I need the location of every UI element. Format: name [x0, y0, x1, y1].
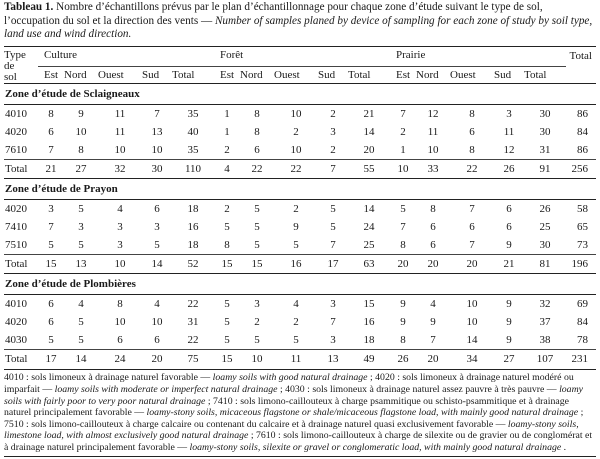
prairie-cell: 25	[539, 220, 551, 233]
table-row	[4, 331, 596, 350]
table-row	[4, 105, 596, 124]
header-ouest: Ouest	[274, 68, 300, 81]
caption-french: Nombre d’échantillons prévus par le plan d’échantillonnage pour chaque zone d’étude suivant le type de sol, l’occupation du sol et la direction des vents —	[4, 1, 543, 27]
foret-cell: 15	[214, 255, 240, 274]
foret-cell: 5	[224, 220, 230, 233]
prairie-cell: 7	[469, 238, 475, 251]
prairie-cell: 21	[494, 255, 524, 274]
header-row-directions	[4, 67, 596, 84]
culture-cell: 22	[187, 297, 199, 310]
note-french: .	[563, 441, 567, 453]
culture-cell: 7	[48, 220, 54, 233]
grand-total-cell: 69	[577, 297, 588, 310]
prairie-cell: 6	[430, 220, 436, 233]
culture-cell: 35	[187, 143, 199, 156]
prairie-cell: 107	[524, 350, 566, 369]
foret-cell: 1	[224, 107, 230, 120]
foret-cell: 5	[330, 202, 336, 215]
grand-total-cell: 196	[566, 255, 596, 274]
prairie-cell: 6	[506, 202, 512, 215]
zone-header-row	[4, 179, 596, 200]
culture-cell: 5	[78, 333, 84, 346]
culture-cell: 8	[48, 107, 54, 120]
prairie-cell: 7	[430, 333, 436, 346]
table-row	[4, 313, 596, 331]
culture-cell: 24	[98, 350, 142, 369]
prairie-cell: 20	[450, 255, 494, 274]
note-english: loamy soils with good natural drainage	[212, 372, 368, 384]
foret-cell: 2	[293, 125, 299, 138]
culture-cell: 8	[117, 297, 123, 310]
header-subtotal: Total	[524, 68, 547, 81]
prairie-cell: 5	[400, 202, 406, 215]
culture-cell: 6	[117, 333, 123, 346]
note-english: loamy-stony soils, limestone load, with almost exclusively good natural drainage	[4, 418, 579, 442]
foret-cell: 5	[293, 238, 299, 251]
foret-cell: 2	[224, 143, 230, 156]
culture-cell: 6	[48, 297, 54, 310]
header-est: Est	[220, 68, 235, 81]
culture-cell: 35	[187, 107, 199, 120]
foret-cell: 5	[254, 202, 260, 215]
culture-cell: 14	[142, 255, 172, 274]
prairie-cell: 8	[400, 238, 406, 251]
culture-cell: 5	[78, 315, 84, 328]
header-est: Est	[396, 68, 411, 81]
foret-cell: 2	[330, 143, 336, 156]
foret-cell: 15	[363, 297, 375, 310]
prairie-cell: 6	[506, 220, 512, 233]
prairie-cell: 8	[469, 143, 475, 156]
header-est: Est	[44, 68, 59, 81]
foret-cell: 5	[254, 220, 260, 233]
table-caption	[4, 0, 596, 42]
culture-cell: 32	[98, 160, 142, 179]
header-nord: Nord	[416, 68, 439, 81]
foret-cell: 14	[363, 125, 375, 138]
grand-total-cell: 86	[577, 107, 588, 120]
total-row	[4, 160, 596, 179]
prairie-cell: 6	[469, 220, 475, 233]
note-english: loamy soils with fairly poor to very poor natural drainage	[4, 383, 584, 407]
culture-cell: 3	[48, 202, 54, 215]
culture-cell: 21	[38, 160, 64, 179]
foret-cell: 9	[293, 220, 299, 233]
culture-cell: 20	[142, 350, 172, 369]
prairie-cell: 3	[506, 107, 512, 120]
foret-cell: 14	[363, 202, 375, 215]
note-french: 4010 : sols limoneux à drainage naturel favorable —	[4, 372, 211, 384]
header-sud: Sud	[494, 68, 512, 81]
prairie-cell: 2	[400, 125, 406, 138]
grand-total-cell: 84	[577, 315, 588, 328]
prairie-cell: 10	[466, 315, 478, 328]
grand-total-cell: 231	[566, 350, 596, 369]
header-prairie: Prairie	[390, 46, 566, 66]
culture-cell: 3	[154, 220, 160, 233]
culture-cell: 4	[78, 297, 84, 310]
note-english: loamy-stony soils, silexite or gravel or conglomeratic load, with mainly good natural drainage	[189, 441, 562, 453]
note-french: ; 4020 : sols limoneux à drainage naturel modéré ou imparfait —	[4, 372, 574, 395]
zone-title: Zone d’étude de Prayon	[4, 179, 596, 200]
prairie-cell: 26	[539, 202, 551, 215]
foret-cell: 7	[318, 160, 348, 179]
soil-type-cell: 7410	[5, 220, 27, 233]
foret-cell: 2	[254, 315, 260, 328]
culture-cell: 5	[78, 238, 84, 251]
foret-cell: 1	[224, 125, 230, 138]
prairie-cell: 20	[390, 255, 416, 274]
total-row	[4, 350, 596, 369]
table-row	[4, 295, 596, 314]
foret-cell: 10	[240, 350, 274, 369]
culture-cell: 10	[75, 125, 87, 138]
foret-cell: 63	[348, 255, 390, 274]
culture-cell: 6	[48, 125, 54, 138]
prairie-cell: 7	[400, 220, 406, 233]
foret-cell: 15	[214, 350, 240, 369]
table-notes	[4, 369, 596, 456]
table-row	[4, 236, 596, 255]
culture-cell: 5	[78, 202, 84, 215]
culture-cell: 5	[48, 333, 54, 346]
grand-total-cell: 86	[577, 143, 588, 156]
grand-total-cell: 84	[577, 125, 588, 138]
foret-cell: 22	[274, 160, 318, 179]
soil-type-cell: Total	[4, 350, 38, 369]
culture-cell: 17	[38, 350, 64, 369]
culture-cell: 5	[48, 238, 54, 251]
prairie-cell: 7	[469, 202, 475, 215]
samples-table	[4, 46, 596, 369]
culture-cell: 15	[38, 255, 64, 274]
foret-cell: 3	[330, 125, 336, 138]
foret-cell: 5	[293, 333, 299, 346]
culture-cell: 52	[172, 255, 214, 274]
foret-cell: 5	[254, 333, 260, 346]
culture-cell: 13	[64, 255, 98, 274]
foret-cell: 2	[293, 202, 299, 215]
prairie-cell: 10	[466, 297, 478, 310]
prairie-cell: 11	[503, 125, 515, 138]
prairie-cell: 8	[400, 333, 406, 346]
total-row	[4, 255, 596, 274]
prairie-cell: 9	[430, 315, 436, 328]
soil-type-cell: 7610	[5, 143, 27, 156]
culture-cell: 13	[151, 125, 163, 138]
header-nord: Nord	[64, 68, 87, 81]
prairie-cell: 9	[506, 315, 512, 328]
header-ouest: Ouest	[450, 68, 476, 81]
culture-cell: 3	[117, 238, 123, 251]
culture-cell: 75	[172, 350, 214, 369]
prairie-cell: 27	[494, 350, 524, 369]
prairie-cell: 12	[427, 107, 439, 120]
prairie-cell: 12	[503, 143, 515, 156]
foret-cell: 25	[363, 238, 375, 251]
prairie-cell: 30	[539, 107, 551, 120]
foret-cell: 6	[254, 143, 260, 156]
prairie-cell: 91	[524, 160, 566, 179]
culture-cell: 30	[142, 160, 172, 179]
header-culture: Culture	[38, 46, 214, 66]
zone-title: Zone d’étude de Sclaigneaux	[4, 84, 596, 105]
header-subtotal: Total	[172, 68, 195, 81]
header-nord: Nord	[240, 68, 263, 81]
prairie-cell: 1	[400, 143, 406, 156]
foret-cell: 22	[240, 160, 274, 179]
header-subtotal: Total	[348, 68, 371, 81]
grand-total-cell: 78	[577, 333, 588, 346]
foret-cell: 7	[330, 238, 336, 251]
foret-cell: 3	[330, 333, 336, 346]
culture-cell: 3	[78, 220, 84, 233]
foret-cell: 10	[290, 107, 302, 120]
prairie-cell: 81	[524, 255, 566, 274]
note-french: ; 4030 : sols limoneux à drainage naturel assez pauvre à très pauvre —	[279, 383, 557, 395]
prairie-cell: 34	[450, 350, 494, 369]
foret-cell: 11	[274, 350, 318, 369]
table-row	[4, 200, 596, 219]
foret-cell: 10	[290, 143, 302, 156]
prairie-cell: 31	[539, 143, 551, 156]
prairie-cell: 30	[539, 125, 551, 138]
prairie-cell: 9	[400, 297, 406, 310]
culture-cell: 9	[78, 107, 84, 120]
foret-cell: 15	[240, 255, 274, 274]
foret-cell: 21	[363, 107, 375, 120]
foret-cell: 2	[330, 107, 336, 120]
culture-cell: 11	[114, 107, 126, 120]
soil-type-cell: 4030	[5, 333, 27, 346]
note-english: loamy soils with moderate or imperfect natural drainage	[54, 383, 278, 395]
prairie-cell: 9	[506, 297, 512, 310]
header-type-de-sol: Type de sol	[4, 48, 26, 84]
soil-type-cell: 7510	[5, 238, 27, 251]
soil-type-cell: Total	[4, 160, 38, 179]
prairie-cell: 4	[430, 297, 436, 310]
foret-cell: 13	[318, 350, 348, 369]
culture-cell: 3	[117, 220, 123, 233]
prairie-cell: 33	[416, 160, 450, 179]
soil-type-cell: 4010	[5, 107, 27, 120]
culture-cell: 18	[187, 238, 199, 251]
header-row-groups	[4, 46, 596, 66]
prairie-cell: 6	[430, 238, 436, 251]
foret-cell: 17	[318, 255, 348, 274]
header-foret: Forêt	[214, 46, 390, 66]
culture-cell: 6	[48, 315, 54, 328]
prairie-cell: 14	[466, 333, 478, 346]
culture-cell: 10	[114, 143, 126, 156]
prairie-cell: 9	[506, 238, 512, 251]
zone-header-row	[4, 274, 596, 295]
header-sud: Sud	[142, 68, 160, 81]
culture-cell: 4	[117, 202, 123, 215]
culture-cell: 31	[187, 315, 199, 328]
prairie-cell: 9	[400, 315, 406, 328]
foret-cell: 5	[224, 333, 230, 346]
note-french: ; 7510 : sols limono-caillouteux à charge calcaire ou contenant du calcaire et à drainage naturel quasi exclusivement favorable —	[4, 407, 584, 430]
soil-type-cell: 4020	[5, 315, 27, 328]
culture-cell: 4	[154, 297, 160, 310]
caption-english: Number of samples planed by device of sampling for each zone of study by soil type, land use and wind direction.	[4, 14, 593, 41]
culture-cell: 10	[151, 143, 163, 156]
culture-cell: 8	[78, 143, 84, 156]
prairie-cell: 11	[427, 125, 439, 138]
foret-cell: 55	[348, 160, 390, 179]
foret-cell: 16	[363, 315, 375, 328]
table-row	[4, 141, 596, 160]
culture-cell: 40	[187, 125, 199, 138]
foret-cell: 18	[363, 333, 375, 346]
soil-type-cell: Total	[4, 255, 38, 274]
culture-cell: 11	[114, 125, 126, 138]
foret-cell: 5	[254, 238, 260, 251]
foret-cell: 4	[214, 160, 240, 179]
zone-title: Zone d’étude de Plombières	[4, 274, 596, 295]
foret-cell: 20	[363, 143, 375, 156]
prairie-cell: 37	[539, 315, 551, 328]
foret-cell: 4	[293, 297, 299, 310]
culture-cell: 10	[151, 315, 163, 328]
grand-total-cell: 73	[577, 238, 588, 251]
note-english: loamy-stony soils, micaceous flagstone or shale/micaceous flagstone load, with mainly good natural drainage	[146, 407, 579, 419]
header-ouest: Ouest	[98, 68, 124, 81]
culture-cell: 10	[114, 315, 126, 328]
culture-cell: 22	[187, 333, 199, 346]
prairie-cell: 6	[469, 125, 475, 138]
prairie-cell: 26	[494, 160, 524, 179]
soil-type-cell: 4020	[5, 202, 27, 215]
soil-type-cell: 4010	[5, 297, 27, 310]
note-french: ; 7610 : sols limono-caillouteux à charge de silexite ou de gravier ou de conglomérat et à drainage naturel principalement favorable —	[4, 430, 593, 453]
soil-type-cell: 4020	[5, 125, 27, 138]
culture-cell: 7	[48, 143, 54, 156]
prairie-cell: 8	[469, 107, 475, 120]
culture-cell: 27	[64, 160, 98, 179]
header-total: Total	[569, 50, 592, 63]
culture-cell: 10	[98, 255, 142, 274]
table-row	[4, 123, 596, 141]
foret-cell: 2	[293, 315, 299, 328]
culture-cell: 18	[187, 202, 199, 215]
prairie-cell: 20	[416, 350, 450, 369]
culture-cell: 5	[154, 238, 160, 251]
grand-total-cell: 256	[566, 160, 596, 179]
foret-cell: 16	[274, 255, 318, 274]
prairie-cell: 10	[427, 143, 439, 156]
foret-cell: 5	[330, 220, 336, 233]
foret-cell: 8	[254, 107, 260, 120]
prairie-cell: 32	[539, 297, 551, 310]
culture-cell: 110	[172, 160, 214, 179]
table-body	[4, 84, 596, 369]
foret-cell: 3	[254, 297, 260, 310]
zone-header-row	[4, 84, 596, 105]
table-row	[4, 218, 596, 236]
prairie-cell: 26	[390, 350, 416, 369]
prairie-cell: 30	[539, 238, 551, 251]
caption-label: Tableau 1.	[4, 1, 54, 13]
foret-cell: 5	[224, 297, 230, 310]
prairie-cell: 38	[539, 333, 551, 346]
prairie-cell: 7	[400, 107, 406, 120]
foret-cell: 8	[254, 125, 260, 138]
foret-cell: 2	[224, 202, 230, 215]
header-sud: Sud	[318, 68, 336, 81]
prairie-cell: 22	[450, 160, 494, 179]
prairie-cell: 9	[506, 333, 512, 346]
culture-cell: 6	[154, 333, 160, 346]
culture-cell: 7	[154, 107, 160, 120]
culture-cell: 14	[64, 350, 98, 369]
foret-cell: 3	[330, 297, 336, 310]
prairie-cell: 20	[416, 255, 450, 274]
grand-total-cell: 58	[577, 202, 588, 215]
foret-cell: 5	[224, 315, 230, 328]
prairie-cell: 10	[390, 160, 416, 179]
grand-total-cell: 65	[577, 220, 588, 233]
foret-cell: 8	[224, 238, 230, 251]
culture-cell: 16	[187, 220, 199, 233]
foret-cell: 7	[330, 315, 336, 328]
foret-cell: 24	[363, 220, 375, 233]
note-french: ; 7410 : sols limono-caillouteux à charge psammitique ou schisto-psammitique et à drainage naturel principalement favorable —	[4, 395, 569, 419]
prairie-cell: 8	[430, 202, 436, 215]
foret-cell: 49	[348, 350, 390, 369]
culture-cell: 6	[154, 202, 160, 215]
